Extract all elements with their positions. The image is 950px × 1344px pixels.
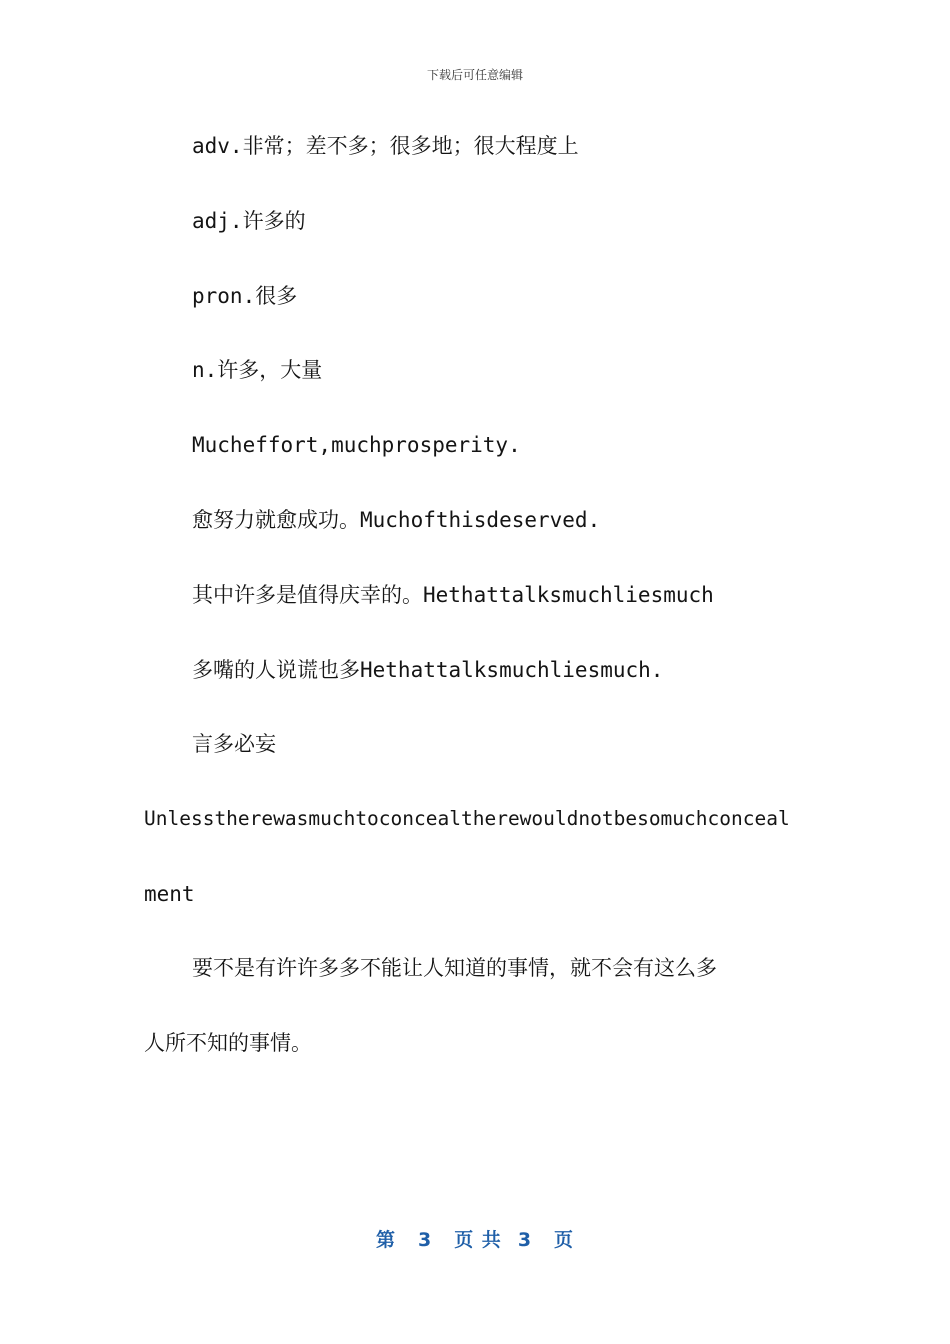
text-line: 人所不知的事情。 bbox=[144, 1031, 312, 1055]
text-line: adj.许多的 bbox=[192, 209, 306, 233]
footer-total-pages: 3 bbox=[517, 1229, 533, 1251]
text-line: adv.非常；差不多；很多地；很大程度上 bbox=[192, 134, 579, 158]
text-line: 要不是有许许多多不能让人知道的事情，就不会有这么多 bbox=[192, 956, 717, 980]
footer-label-end: 页 bbox=[554, 1229, 575, 1251]
text-line: Mucheffort,muchprosperity. bbox=[192, 433, 521, 457]
page-footer bbox=[0, 1225, 950, 1252]
footer-label-of: 页 共 bbox=[454, 1229, 502, 1251]
text-line: ment bbox=[144, 882, 195, 906]
text-line: 言多必妄 bbox=[192, 732, 276, 756]
text-line: 其中许多是值得庆幸的。Hethattalksmuchliesmuch bbox=[192, 583, 714, 607]
text-line: n.许多，大量 bbox=[192, 358, 323, 382]
footer-label-page: 第 bbox=[375, 1229, 396, 1251]
text-line: Unlesstherewasmuchtoconcealtherewouldnotbesomuchconceal bbox=[144, 807, 790, 830]
footer-current-page: 3 bbox=[417, 1229, 433, 1251]
text-line: pron.很多 bbox=[192, 284, 298, 308]
page-header-note: 下载后可任意编辑 bbox=[426, 68, 523, 82]
text-line: 多嘴的人说谎也多Hethattalksmuchliesmuch. bbox=[192, 658, 664, 682]
text-line: 愈努力就愈成功。Muchofthisdeserved. bbox=[192, 508, 601, 532]
